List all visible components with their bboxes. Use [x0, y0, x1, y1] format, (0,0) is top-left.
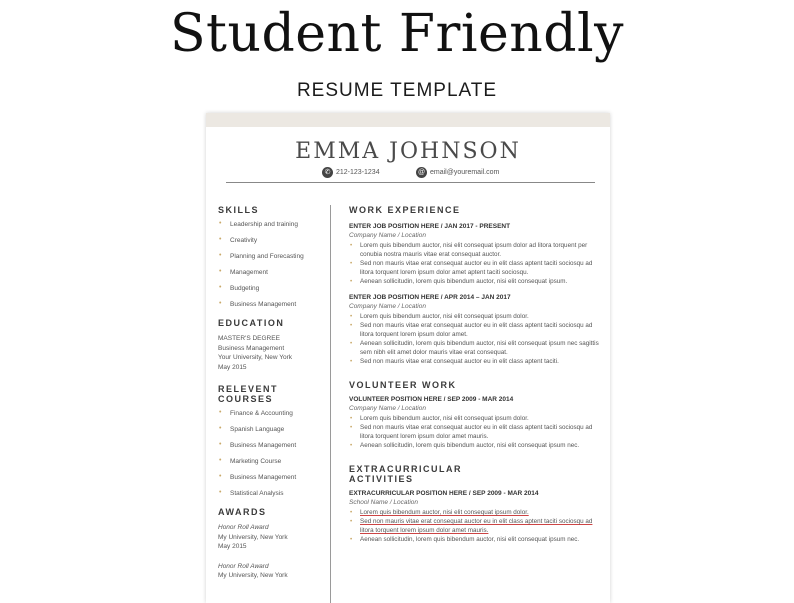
education-degree: MASTER'S DEGREE — [218, 335, 280, 342]
job-bullet: • Sed non mauris vitae erat consequat auctor eu in elit class aptent taciti sociosqu ad litora torquent lorem ipsum dolor amet. — [349, 321, 599, 339]
hero-subtitle: RESUME TEMPLATE — [296, 80, 498, 101]
at-icon: @ — [417, 169, 426, 176]
extracurricular-job-title: EXTRACURRICULAR POSITION HERE / SEP 2009 - MAR 2014 — [349, 490, 539, 497]
skills-list — [218, 221, 326, 308]
extracurricular-company: School Name / Location — [349, 499, 419, 506]
volunteer-title: VOLUNTEER WORK — [349, 380, 457, 390]
course-item: • Spanish Language — [218, 426, 326, 433]
education-title: EDUCATION — [218, 318, 285, 328]
skill-item: • Budgeting — [218, 285, 326, 292]
volunteer-bullet: • Sed non mauris vitae erat consequat auctor eu in elit class aptent taciti sociosqu ad litora torquent lorem ipsum dolor amet mauris. — [349, 423, 599, 441]
award-place: My University, New York — [218, 572, 288, 579]
job-bullet: • Sed non mauris vitae erat consequat auctor eu in elit class aptent taciti. — [349, 357, 599, 366]
header-band — [206, 113, 610, 127]
job-title: ENTER JOB POSITION HERE / JAN 2017 - PRESENT — [349, 223, 511, 230]
contact-email — [416, 167, 499, 178]
skill-item: • Planning and Forecasting — [218, 253, 326, 260]
job-company: Company Name / Location — [349, 232, 426, 239]
extracurricular-bullet: • Lorem quis bibendum auctor, nisi elit consequat ipsum dolor. — [349, 508, 599, 517]
awards-title: AWARDS — [218, 507, 267, 517]
job-bullet: • Aenean sollicitudin, lorem quis bibendum auctor, nisi elit consequat ipsum. — [349, 277, 599, 286]
contact-phone — [322, 167, 380, 178]
course-item: • Marketing Course — [218, 458, 326, 465]
right-column — [349, 205, 599, 544]
skill-item: • Leadership and training — [218, 221, 326, 228]
column-divider — [330, 205, 331, 603]
left-column — [218, 205, 326, 581]
job-bullets — [349, 312, 599, 366]
courses-title: RELEVENT COURSES — [218, 384, 279, 404]
volunteer-job-title: VOLUNTEER POSITION HERE / SEP 2009 - MAR 2014 — [349, 396, 514, 403]
skill-item: • Business Management — [218, 301, 326, 308]
resume-name: EMMA JOHNSON — [295, 139, 521, 164]
course-item: • Business Management — [218, 442, 326, 449]
phone-text: 212-123-1234 — [336, 169, 380, 176]
skill-item: • Creativity — [218, 237, 326, 244]
resume-page — [206, 113, 610, 603]
award-name: Honor Roll Award — [218, 524, 269, 531]
award-date: May 2015 — [218, 543, 247, 550]
award-name: Honor Roll Award — [218, 562, 269, 570]
extracurricular-bullets — [349, 508, 599, 544]
job-bullet: • Lorem quis bibendum auctor, nisi elit consequat ipsum dolor. — [349, 312, 599, 321]
job-bullet: • Aenean sollicitudin, lorem quis bibendum auctor, nisi elit consequat ipsum nec sagittis sem nibh elit amet dolor mauris vitae erat consequat. — [349, 339, 599, 357]
volunteer-bullet: • Lorem quis bibendum auctor, nisi elit consequat ipsum dolor. — [349, 414, 599, 423]
extracurricular-bullet: • Aenean sollicitudin, lorem quis bibendum auctor, nisi elit consequat ipsum nec. — [349, 535, 599, 544]
email-text: email@youremail.com — [430, 169, 500, 176]
courses-list — [218, 410, 326, 497]
education-school: Your University, New York — [218, 354, 293, 361]
extracurricular-title — [349, 464, 599, 484]
extracurricular-title-line2: ACTIVITIES — [349, 474, 414, 484]
education-field: Business Management — [218, 344, 285, 352]
course-item: • Statistical Analysis — [218, 490, 326, 497]
job-bullet: • Lorem quis bibendum auctor, nisi elit consequat ipsum dolor ad litora torquent per conubia nostra mauris vitae erat consequat auctor. — [349, 241, 599, 259]
skill-item: • Management — [218, 269, 326, 276]
header-divider — [226, 182, 595, 183]
job-company: Company Name / Location — [349, 303, 426, 310]
course-item: • Finance & Accounting — [218, 410, 326, 417]
job-bullet: • Sed non mauris vitae erat consequat auctor eu in elit class aptent taciti sociosqu ad litora torquent lorem ipsum dolor amet aptent taciti sociosqu. — [349, 259, 599, 277]
extracurricular-title-line1: EXTRACURRICULAR — [349, 464, 462, 474]
skills-title: SKILLS — [218, 205, 260, 215]
work-title: WORK EXPERIENCE — [349, 205, 461, 215]
volunteer-bullet: • Aenean sollicitudin, lorem quis bibendum auctor, nisi elit consequat ipsum nec. — [349, 441, 599, 450]
award-place: My University, New York — [218, 533, 288, 541]
course-item: • Business Management — [218, 474, 326, 481]
phone-icon: ✆ — [322, 167, 333, 178]
volunteer-bullets — [349, 414, 599, 450]
volunteer-company: Company Name / Location — [349, 405, 426, 412]
education-date: May 2015 — [218, 363, 247, 371]
hero-title: Student Friendly — [169, 4, 625, 64]
job-bullets — [349, 241, 599, 286]
extracurricular-bullet: • Sed non mauris vitae erat consequat auctor eu in elit class aptent taciti sociosqu ad litora torquent lorem ipsum dolor amet mauris. — [349, 517, 599, 535]
job-title: ENTER JOB POSITION HERE / APR 2014 – JAN 2017 — [349, 294, 511, 301]
